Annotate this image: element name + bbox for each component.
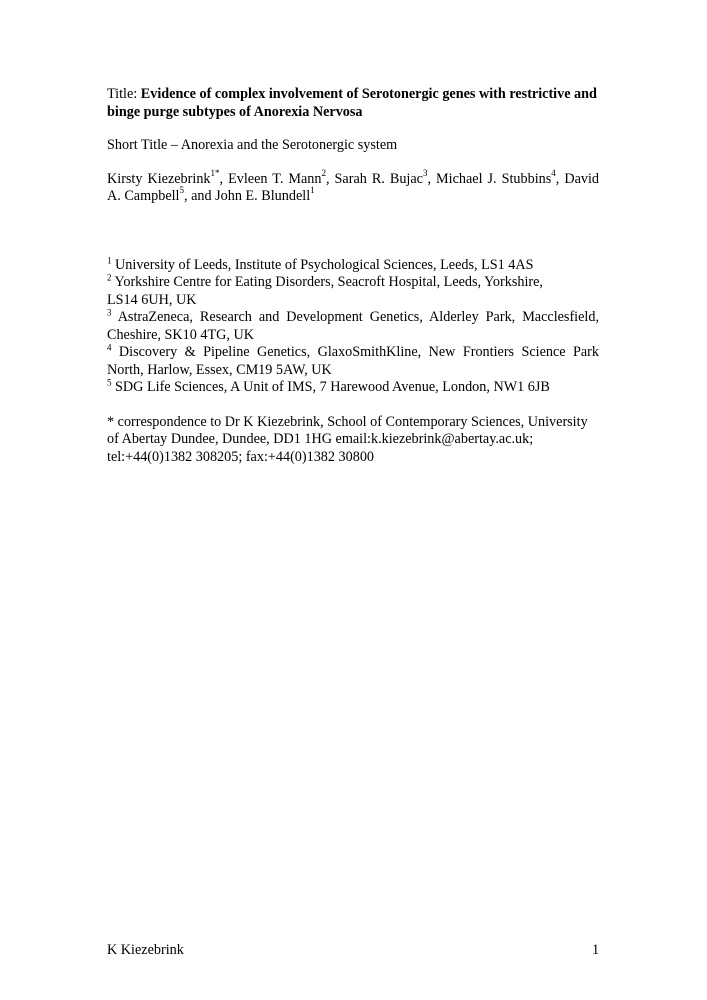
- affiliation-item: [107, 309, 599, 344]
- author-affiliation-mark: 1*: [210, 167, 220, 178]
- affiliation-item: [107, 254, 599, 275]
- author-affiliation-mark: 1: [310, 185, 315, 196]
- correspondence-line: of Abertay Dundee, Dundee, DD1 1HG email:k.kiezebrink@abertay.ac.uk;: [107, 431, 534, 447]
- correspondence-line: * correspondence to Dr K Kiezebrink, School of Contemporary Sciences, University: [107, 413, 588, 430]
- author-name: Sarah R. Bujac: [334, 170, 423, 187]
- footer-author: K Kiezebrink: [107, 942, 184, 958]
- affiliation-number: 5: [107, 377, 112, 388]
- author-separator: ,: [427, 170, 437, 187]
- author-separator: ,: [219, 170, 229, 187]
- affiliation-number: 1: [107, 254, 112, 265]
- author-affiliation-mark: 4: [551, 167, 556, 178]
- author-separator: , and: [184, 188, 216, 204]
- affiliation-text: SDG Life Sciences, A Unit of IMS, 7 Harewood Avenue, London, NW1 6JB: [115, 379, 550, 395]
- correspondence-line: tel:+44(0)1382 308205; fax:+44(0)1382 30800: [107, 448, 375, 465]
- author-name: Michael J. Stubbins: [436, 170, 552, 187]
- author-name: David A. Campbell: [107, 170, 600, 204]
- author-name: Kirsty Kiezebrink: [107, 170, 211, 187]
- affiliation-number: 4: [107, 342, 112, 353]
- paper-page: [107, 86, 599, 466]
- author-list: [107, 167, 600, 206]
- paper-title: [107, 86, 599, 121]
- title-prefix: Title:: [107, 86, 141, 102]
- page-number: 1: [592, 942, 600, 958]
- title-text: Evidence of complex involvement of Serotonergic genes with restrictive and binge purge subtypes of Anorexia Nervosa: [107, 86, 597, 120]
- affiliation-item: [107, 344, 599, 379]
- affiliation-item: [107, 379, 599, 397]
- affiliation-text: Discovery & Pipeline Genetics, GlaxoSmithKline, New Frontiers Science Park North, Harlow, Essex, CM19 5AW, UK: [107, 344, 600, 378]
- author-affiliation-mark: 5: [179, 185, 185, 196]
- short-title: Short Title – Anorexia and the Serotonergic system: [107, 137, 398, 153]
- author-separator: ,: [555, 170, 565, 187]
- author-separator: ,: [325, 170, 335, 187]
- affiliation-number: 3: [107, 307, 112, 318]
- affiliation-text: University of Leeds, Institute of Psychological Sciences, Leeds, LS1 4AS: [115, 256, 534, 273]
- author-affiliation-mark: 2: [321, 167, 326, 178]
- author-name: Evleen T. Mann: [228, 170, 322, 187]
- author-name: John E. Blundell: [215, 188, 311, 204]
- affiliation-text: AstraZeneca, Research and Development Genetics, Alderley Park, Macclesfield, Cheshire, SK10 4TG, UK: [107, 309, 599, 343]
- author-affiliation-mark: 3: [422, 167, 428, 178]
- affiliation-text-continued: LS14 6UH, UK: [107, 291, 197, 308]
- affiliation-text: Yorkshire Centre for Eating Disorders, Seacroft Hospital, Leeds, Yorkshire,: [114, 274, 543, 290]
- correspondence-note: [107, 414, 599, 467]
- affiliation-item: [107, 274, 599, 309]
- affiliation-number: 2: [107, 272, 112, 283]
- affiliation-list: [107, 254, 600, 397]
